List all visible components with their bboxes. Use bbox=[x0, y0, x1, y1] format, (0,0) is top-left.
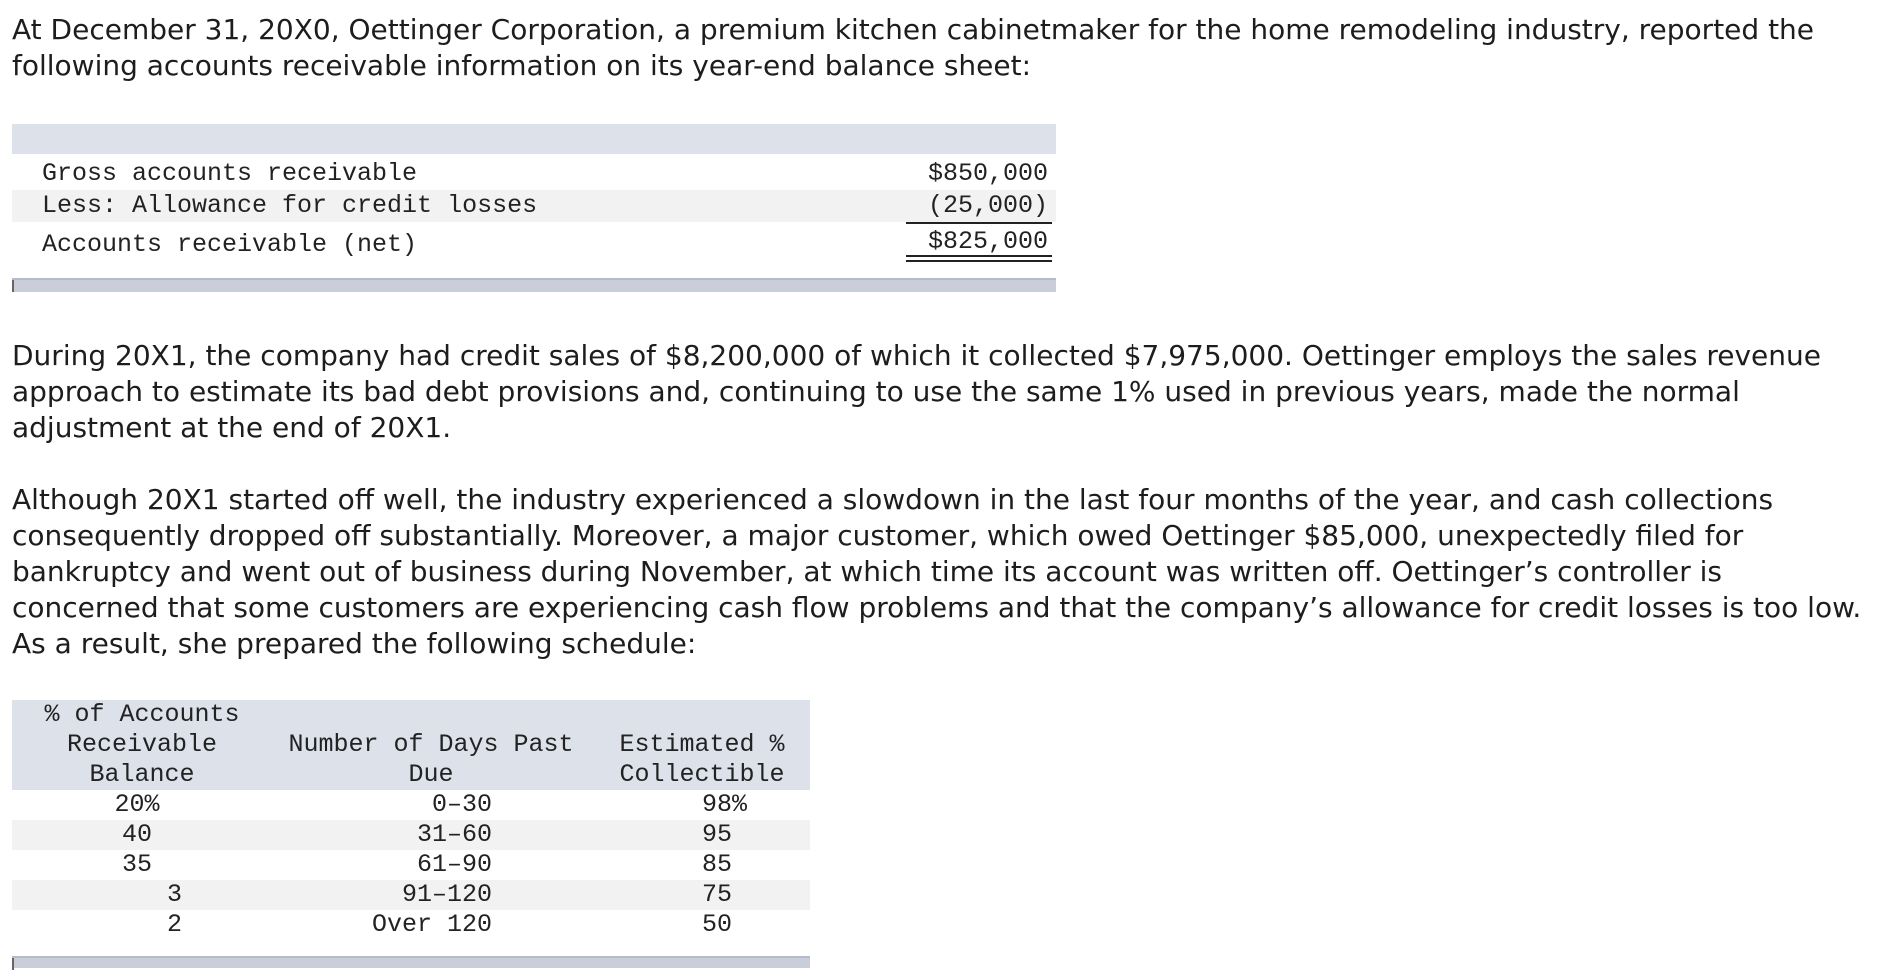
table-row bbox=[12, 790, 810, 820]
cell-pct: 2 bbox=[166, 910, 182, 939]
table-row bbox=[12, 227, 1056, 263]
cell-days: 0–30 bbox=[431, 790, 492, 819]
table-footer-band bbox=[12, 278, 1056, 292]
cell-days: 61–90 bbox=[416, 850, 492, 879]
cell-collectible: 95 bbox=[702, 820, 733, 849]
table-row bbox=[12, 158, 1056, 190]
row-label: Less: Allowance for credit losses bbox=[42, 191, 538, 220]
footer-tick bbox=[12, 958, 14, 970]
cell-days: 31–60 bbox=[416, 820, 492, 849]
table-header bbox=[12, 700, 810, 790]
row-label: Accounts receivable (net) bbox=[42, 230, 418, 259]
table-row bbox=[12, 880, 810, 910]
table-row bbox=[12, 820, 810, 850]
header-days-line1: Number of Days Past bbox=[288, 730, 574, 759]
balance-sheet-table bbox=[12, 124, 1056, 294]
aging-schedule-table bbox=[12, 700, 810, 972]
row-amount: $825,000 bbox=[927, 227, 1048, 256]
cell-pct: 35 bbox=[121, 850, 152, 879]
header-pct-line3: Balance bbox=[89, 760, 195, 789]
table-footer-band bbox=[12, 956, 810, 968]
header-days-line2: Due bbox=[408, 760, 454, 789]
sales-paragraph: During 20X1, the company had credit sales of $8,200,000 of which it collected $7,975,000. Oettinger employs the sales revenue approach to estimate its bad debt provisions and, continuing to use the same 1% used in previous years, made the normal adjustment at the end of 20X1. bbox=[12, 339, 1821, 444]
row-amount: (25,000) bbox=[927, 191, 1048, 220]
row-amount: $850,000 bbox=[927, 159, 1048, 188]
cell-collectible: 50 bbox=[702, 910, 733, 939]
cell-collectible: 98% bbox=[702, 790, 748, 819]
cell-collectible: 85 bbox=[702, 850, 733, 879]
table-row bbox=[12, 850, 810, 880]
cell-pct: 40 bbox=[121, 820, 152, 849]
header-collectible-line1: Estimated % bbox=[619, 730, 785, 759]
intro-paragraph: At December 31, 20X0, Oettinger Corporation, a premium kitchen cabinetmaker for the home remodeling industry, reported the following accounts receivable information on its year-end balance sheet: bbox=[12, 13, 1815, 82]
table-header-band bbox=[12, 124, 1056, 154]
footer-tick bbox=[12, 280, 14, 292]
cell-pct: 3 bbox=[166, 880, 182, 909]
table-row bbox=[12, 190, 1056, 222]
table-row bbox=[12, 910, 810, 940]
slowdown-paragraph: Although 20X1 started off well, the industry experienced a slowdown in the last four months of the year, and cash collections consequently dropped off substantially. Moreover, a major customer, which owed Oettinger $85,000, unexpectedly filed for bankruptcy and went out of business during November, at which time its account was written off. Oettinger’s controller is concerned that some customers are experiencing cash flow problems and that the company’s allowance for credit losses is too low. As a result, she prepared the following schedule: bbox=[12, 483, 1862, 660]
row-label: Gross accounts receivable bbox=[42, 159, 418, 188]
header-pct-line2: Receivable bbox=[66, 730, 218, 759]
subtotal-rule bbox=[906, 222, 1052, 224]
header-pct-line1: % of Accounts bbox=[44, 700, 240, 729]
cell-days: 91–120 bbox=[401, 880, 492, 909]
cell-pct: 20% bbox=[114, 790, 160, 819]
total-double-rule bbox=[906, 255, 1052, 262]
cell-days: Over 120 bbox=[371, 910, 492, 939]
cell-collectible: 75 bbox=[702, 880, 733, 909]
header-collectible-line2: Collectible bbox=[619, 760, 785, 789]
